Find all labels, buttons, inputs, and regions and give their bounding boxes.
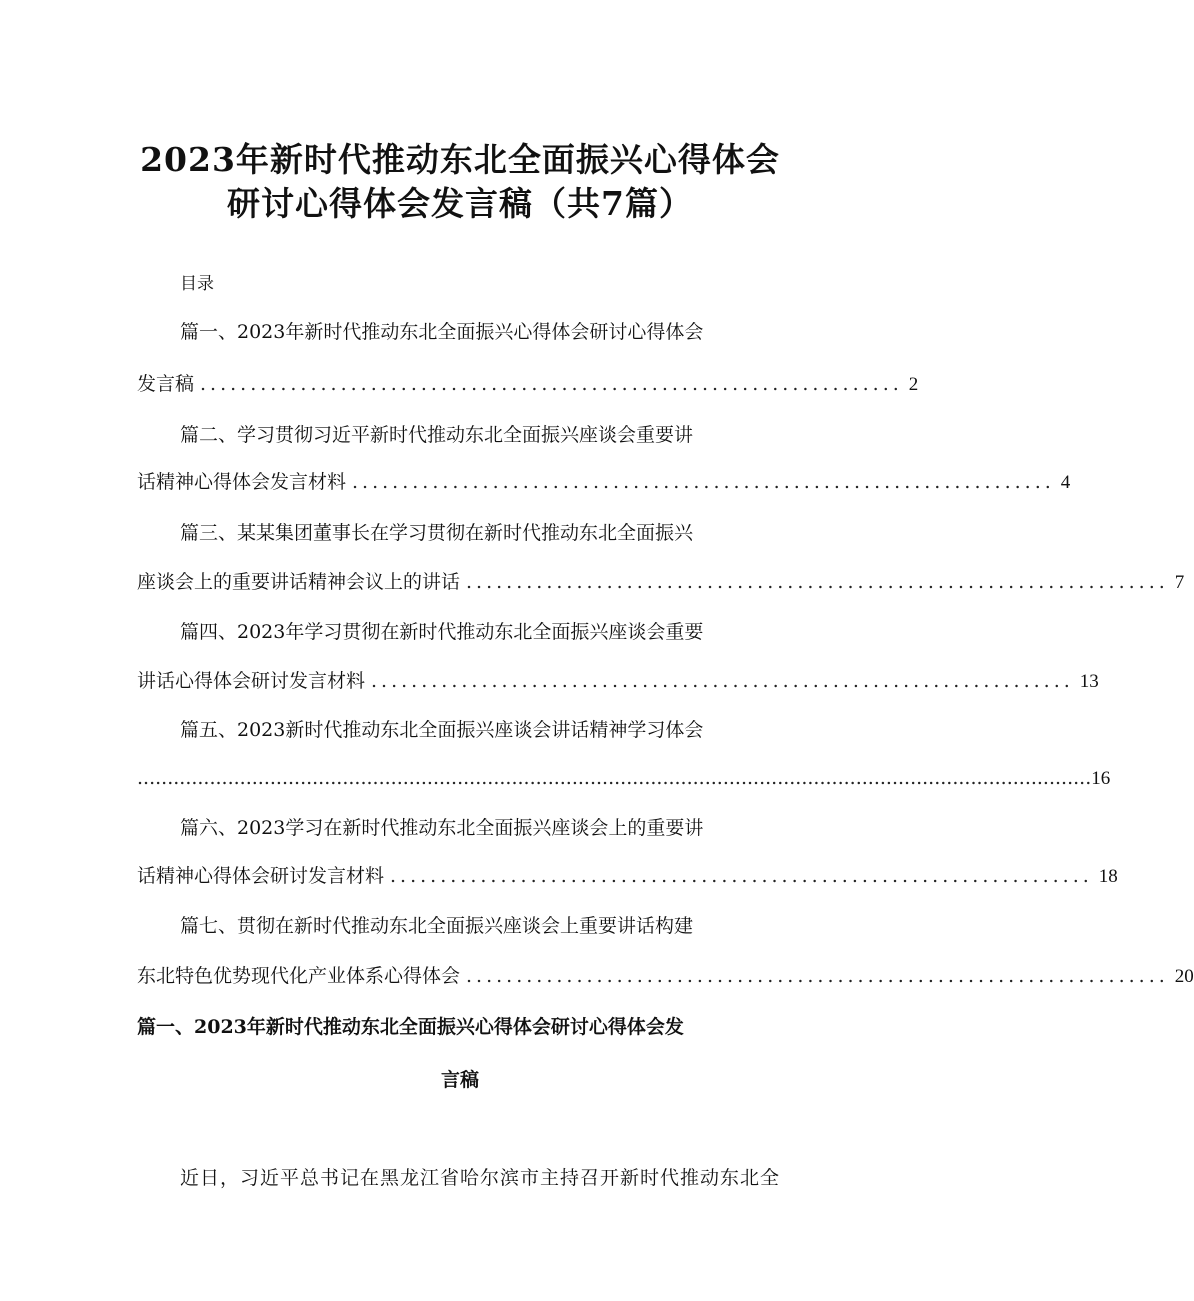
toc-entry-3-page: 7 <box>1174 572 1185 593</box>
toc-entry-6-page: 18 <box>1098 866 1118 887</box>
toc-entry-1-page: 2 <box>908 374 919 395</box>
toc-dot-leader: ...................................................................... <box>466 965 1169 987</box>
toc-entry-2-title-tail: 话精神心得体会发言材料 <box>137 471 347 493</box>
toc-dot-leader: ...................................................................... <box>390 865 1093 887</box>
toc-entry-7-line-1[interactable]: 篇七、贯彻在新时代推动东北全面振兴座谈会上重要讲话构建 <box>180 915 694 937</box>
toc-dot-leader: ...................................................................... <box>200 373 903 395</box>
toc-entry-3-line-1[interactable]: 篇三、某某集团董事长在学习贯彻在新时代推动东北全面振兴 <box>180 522 694 544</box>
toc-entry-3-line-2[interactable] <box>137 568 1185 597</box>
section-heading: 篇一、2023年新时代推动东北全面振兴心得体会研讨心得体会发 <box>137 1016 684 1038</box>
toc-entry-4-title-tail: 讲话心得体会研讨发言材料 <box>137 670 366 692</box>
toc-entry-2-line-2[interactable] <box>137 468 1071 497</box>
toc-entry-4-page: 13 <box>1079 671 1099 692</box>
toc-entry-5-line-1[interactable]: 篇五、2023新时代推动东北全面振兴座谈会讲话精神学习体会 <box>180 719 704 741</box>
toc-entry-6-line-2[interactable] <box>137 862 1118 891</box>
toc-heading: 目录 <box>180 274 214 294</box>
toc-entry-7-line-2[interactable] <box>137 962 1194 991</box>
toc-entry-3-title-tail: 座谈会上的重要讲话精神会议上的讲话 <box>137 571 461 593</box>
toc-entry-6-title-tail: 话精神心得体会研讨发言材料 <box>137 865 385 887</box>
toc-dot-leader: .............................................................................................................................................................. <box>137 767 1092 789</box>
document-title-line-1: 2023年新时代推动东北全面振兴心得体会 <box>140 140 780 179</box>
section-heading-continuation: 言稿 <box>440 1069 479 1091</box>
toc-dot-leader: ...................................................................... <box>371 670 1074 692</box>
toc-entry-5-page: 16 <box>1091 768 1111 789</box>
toc-entry-1-title-tail: 发言稿 <box>137 373 195 395</box>
toc-entry-4-line-1[interactable]: 篇四、2023年学习贯彻在新时代推动东北全面振兴座谈会重要 <box>180 621 704 643</box>
document-title-line-2: 研讨心得体会发言稿（共7篇） <box>227 184 693 223</box>
toc-dot-leader: ...................................................................... <box>466 571 1169 593</box>
toc-entry-7-title-tail: 东北特色优势现代化产业体系心得体会 <box>137 965 461 987</box>
toc-entry-5-line-2[interactable] <box>137 764 1111 793</box>
body-paragraph: 近日，习近平总书记在黑龙江省哈尔滨市主持召开新时代推动东北全 <box>180 1167 781 1189</box>
toc-entry-7-page: 20 <box>1174 966 1194 987</box>
toc-entry-2-line-1[interactable]: 篇二、学习贯彻习近平新时代推动东北全面振兴座谈会重要讲 <box>180 424 694 446</box>
toc-entry-1-line-2[interactable] <box>137 370 919 399</box>
toc-entry-2-page: 4 <box>1060 472 1071 493</box>
toc-entry-4-line-2[interactable] <box>137 667 1099 696</box>
toc-entry-1-line-1[interactable]: 篇一、2023年新时代推动东北全面振兴心得体会研讨心得体会 <box>180 321 704 343</box>
toc-entry-6-line-1[interactable]: 篇六、2023学习在新时代推动东北全面振兴座谈会上的重要讲 <box>180 817 704 839</box>
toc-dot-leader: ...................................................................... <box>352 471 1055 493</box>
